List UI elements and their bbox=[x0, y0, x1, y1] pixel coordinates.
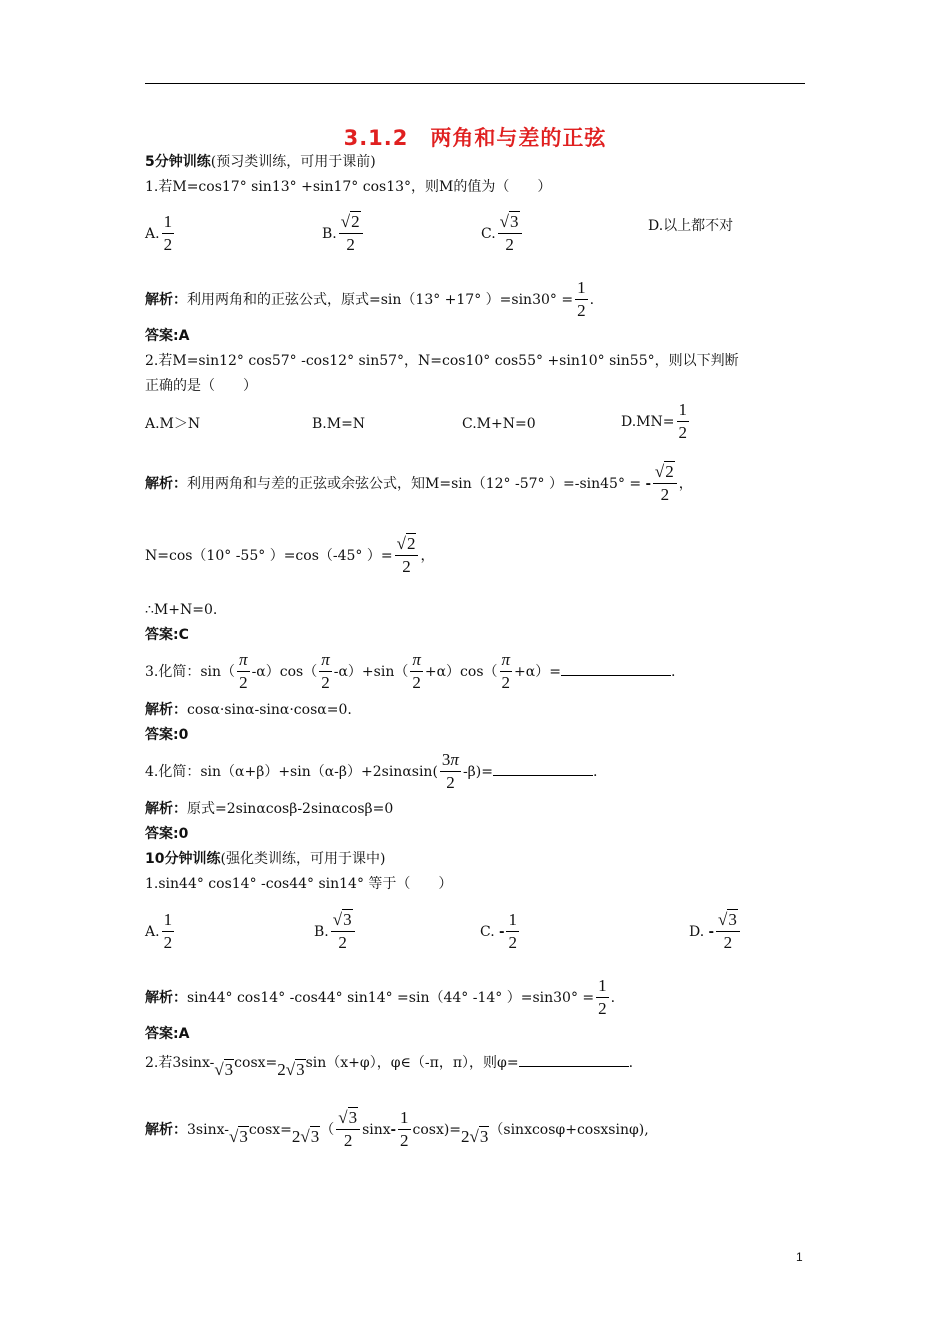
q3-answer: 答案:0 bbox=[145, 727, 189, 743]
q2-analysis: 解析：利用两角和与差的正弦或余弦公式，知M=sin（12° -57° ）=-sin45° = - $\frac{√2}{2}$ ， bbox=[145, 462, 693, 504]
q2-therefore: ∴M+N=0. bbox=[145, 602, 218, 618]
q2-option-a: A.M＞N bbox=[145, 416, 201, 432]
q4-stem: 4.化简：sin（α+β）+sin（α-β）+2sinαsin( $\frac{3\pi}{2}$ -β)= . bbox=[145, 750, 598, 792]
q1-option-c: C. $\frac{√3}{2}$ bbox=[481, 212, 524, 256]
q1-option-d: D.以上都不对 bbox=[648, 218, 734, 234]
s10-q1-option-b: B. $\frac{√3}{2}$ bbox=[314, 910, 357, 954]
s10-q1-option-a: A. $\frac{1}{2}$ bbox=[145, 910, 173, 952]
q1-stem: 1.若M=cos17° sin13° +sin17° cos13°，则M的值为（ ） bbox=[145, 179, 552, 195]
q2-option-d: D.MN= $\frac{1}{2}$ bbox=[621, 400, 687, 442]
q2-stem-line2: 正确的是（ ） bbox=[145, 378, 257, 394]
section-heading-10min: 10分钟训练(强化类训练，可用于课中) bbox=[145, 851, 386, 867]
s10-q1-stem: 1.sin44° cos14° -cos44° sin14° 等于（ ） bbox=[145, 876, 453, 892]
s10-q2-analysis: 解析：3sinx-√3cosx=2√3（ $\frac{√3}{2}$ sinx- $\frac{1}{2}$ cosx)=2√3（sinxcosφ+cosxsinφ), bbox=[145, 1108, 649, 1150]
s10-q2-stem: 2.若3sinx-√3cosx=2√3sin（x+φ），φ∈（-π，π），则φ= . bbox=[145, 1052, 633, 1073]
s10-q1-analysis: 解析：sin44° cos14° -cos44° sin14° =sin（44° -14° ）=sin30° = $\frac{1}{2}$ . bbox=[145, 976, 616, 1018]
q4-analysis: 解析：原式=2sinαcosβ-2sinαcosβ=0 bbox=[145, 801, 394, 817]
q2-stem-line1: 2.若M=sin12° cos57° -cos12° sin57°，N=cos10° cos55° +sin10° sin55°，则以下判断 bbox=[145, 353, 739, 369]
s10-q1-answer: 答案:A bbox=[145, 1026, 190, 1042]
q2-option-c: C.M+N=0 bbox=[462, 416, 536, 432]
page-number: 1 bbox=[796, 1250, 803, 1264]
q1-answer: 答案:A bbox=[145, 328, 190, 344]
q1-analysis: 解析：利用两角和的正弦公式，原式=sin（13° +17° ）=sin30° = $\frac{1}{2}$ . bbox=[145, 278, 595, 320]
page-title: 3.1.2 两角和与差的正弦 bbox=[343, 126, 607, 150]
q4-answer: 答案:0 bbox=[145, 826, 189, 842]
q2-answer: 答案:C bbox=[145, 627, 189, 643]
q3-analysis: 解析：cosα·sinα-sinα·cosα=0. bbox=[145, 702, 352, 718]
q2-option-b: B.M=N bbox=[312, 416, 366, 432]
header-rule bbox=[145, 83, 805, 84]
q2-n-line: N=cos（10° -55° ）=cos（-45° ）= $\frac{√2}{2}$ ， bbox=[145, 534, 435, 576]
s10-q1-option-c: C. - $\frac{1}{2}$ bbox=[480, 910, 517, 952]
q1-option-a: A. $\frac{1}{2}$ bbox=[145, 212, 173, 254]
q1-option-b: B. $\frac{√2}{2}$ bbox=[322, 212, 365, 256]
s10-q1-option-d: D. - $\frac{√3}{2}$ bbox=[689, 910, 742, 954]
section-heading-5min: 5分钟训练(预习类训练，可用于课前) bbox=[145, 154, 376, 170]
q3-stem: 3.化简：sin（ $\frac{\pi}{2}$ -α）cos（ $\frac{\pi}{2}$ -α）+sin（ $\frac{\pi}{2}$ +α）cos（ $\frac{\pi}{2}$ +α）= . bbox=[145, 650, 676, 692]
